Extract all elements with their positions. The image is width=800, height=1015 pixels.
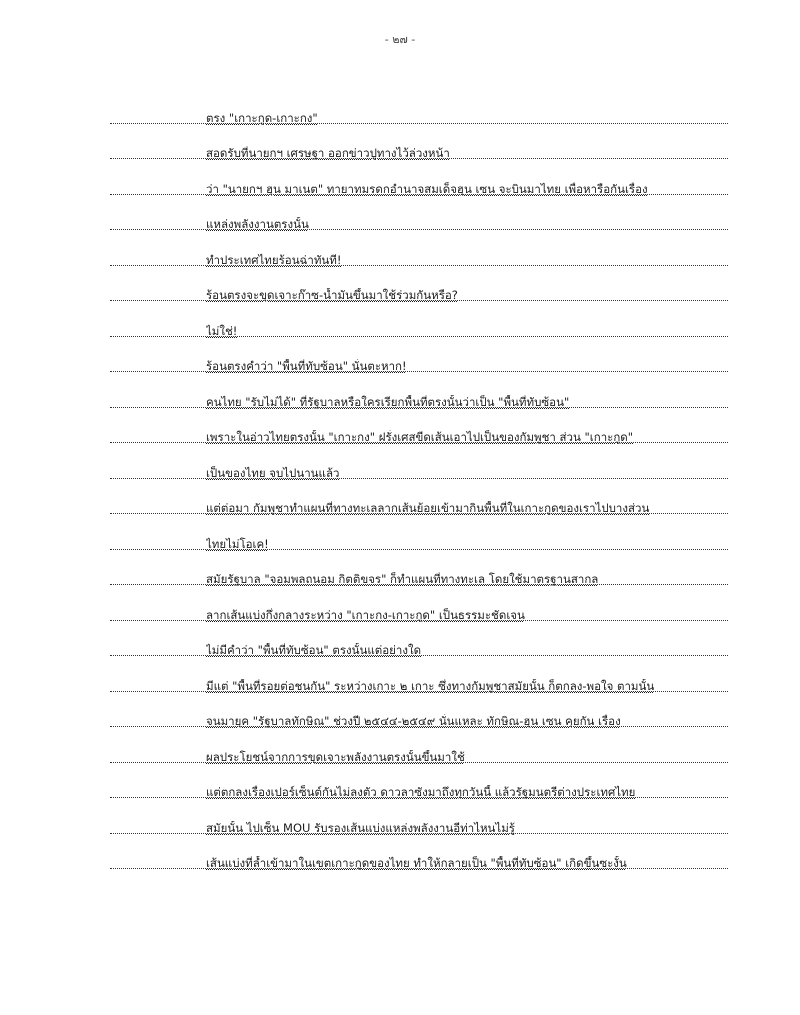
line-text: ทำประเทศไทยร้อนฉ่าทันที!: [206, 252, 342, 267]
page-number: - ๒๗ -: [384, 33, 416, 46]
line-text: แหล่งพลังงานตรงนั้น: [206, 217, 309, 231]
line-text: ลากเส้นแบ่งกึ่งกลางระหว่าง "เกาะกง-เกาะกูด" เป็นธรรมะชัดเจน: [206, 607, 525, 622]
dotted-line: [110, 798, 728, 834]
line-text: ร้อนตรงคำว่า "พื้นที่ทับซ้อน" นั่นตะหาก!: [206, 359, 407, 373]
line-text: มีแต่ "พื้นที่รอยต่อชนกัน" ระหว่างเกาะ ๒ เกาะ ซึ่งทางกัมพูชาสมัยนั้น ก็ตกลง-พอใจ ตามนั้น: [206, 678, 655, 693]
line-text: ไทยไม่โอเค!: [206, 536, 269, 551]
dotted-line: [110, 195, 728, 231]
line-text: สอดรับที่นายกฯ เศรษฐา ออกข่าวปูทางไว้ล่วงหน้า: [206, 146, 450, 160]
dotted-line: [110, 266, 728, 302]
line-text: เพราะในอ่าวไทยตรงนั้น "เกาะกง" ฝรั่งเศสขีดเส้นเอาไปเป็นของกัมพูชา ส่วน "เกาะกูด": [206, 430, 634, 444]
dotted-line: [110, 585, 728, 621]
line-text: ไม่มีคำว่า "พื้นที่ทับซ้อน" ตรงนั้นแต่อย่างใด: [206, 643, 422, 657]
dotted-lines-body: [110, 88, 728, 869]
dotted-line: [110, 763, 728, 799]
dotted-line: [110, 372, 728, 408]
line-text: ว่า "นายกฯ ฮุน มาเนต" ทายาทมรดกอำนาจสมเด็จฮุน เซน จะบินมาไทย เพื่อหารือกันเรื่อง: [206, 181, 648, 196]
line-text: แต่ต่อมา กัมพูชาทำแผนที่ทางทะเลลากเส้นย้อยเข้ามากินพื้นที่ในเกาะกูดของเราไปบางส่วน: [206, 501, 650, 515]
line-text: แต่ตกลงเรื่องเปอร์เซ็นต์กันไม่ลงตัว ดาวลาซังมาถึงทุกวันนี้ แล้วรัฐมนตรีต่างประเทศไทย: [206, 785, 636, 799]
line-text: เป็นของไทย จบไปนานแล้ว: [206, 465, 340, 480]
line-text: ผลประโยชน์จากการขุดเจาะพลังงานตรงนั้นขึ้นมาใช้: [206, 749, 465, 764]
line-text: เส้นแบ่งที่ล้ำเข้ามาในเขตเกาะกูดของไทย ทำให้กลายเป็น "พื้นที่ทับซ้อน" เกิดขึ้นซะงั้น: [206, 856, 627, 870]
line-text: ไม่ใช่!: [206, 323, 238, 338]
dotted-line: [110, 159, 728, 195]
dotted-line: [110, 550, 728, 586]
dotted-line: [110, 479, 728, 515]
line-text: สมัยรัฐบาล "จอมพลถนอม กิตติขจร" ก็ทำแผนที่ทางทะเล โดยใช้มาตรฐานสากล: [206, 572, 599, 586]
dotted-line: [110, 408, 728, 444]
dotted-line: [110, 834, 728, 870]
dotted-line: [110, 692, 728, 728]
dotted-line: [110, 656, 728, 692]
dotted-line: [110, 337, 728, 373]
line-text: ตรง "เกาะกูด-เกาะกง": [206, 110, 318, 125]
line-text: จนมายุค "รัฐบาลทักษิณ" ช่วงปี ๒๕๔๔-๒๕๔๙ นั่นแหละ ทักษิณ-ฮุน เซน คุยกัน เรื่อง: [206, 714, 621, 728]
line-text: สมัยนั้น ไปเซ็น MOU รับรองเส้นแบ่งแหล่งพลังงานอีท่าไหนไม่รู้: [206, 820, 515, 835]
dotted-line: [110, 88, 728, 124]
dotted-line: [110, 230, 728, 266]
dotted-line: [110, 301, 728, 337]
dotted-line: [110, 621, 728, 657]
line-text: คนไทย "รับไม่ได้" ที่รัฐบาลหรือใครเรียกพื้นที่ตรงนั้นว่าเป็น "พื้นที่ทับซ้อน": [206, 394, 570, 409]
dotted-line: [110, 727, 728, 763]
dotted-line: [110, 443, 728, 479]
dotted-line: [110, 514, 728, 550]
dotted-line: [110, 124, 728, 160]
line-text: ร้อนตรงจะขุดเจาะก๊าซ-น้ำมันขึ้นมาใช้ร่วมกันหรือ?: [206, 288, 458, 302]
